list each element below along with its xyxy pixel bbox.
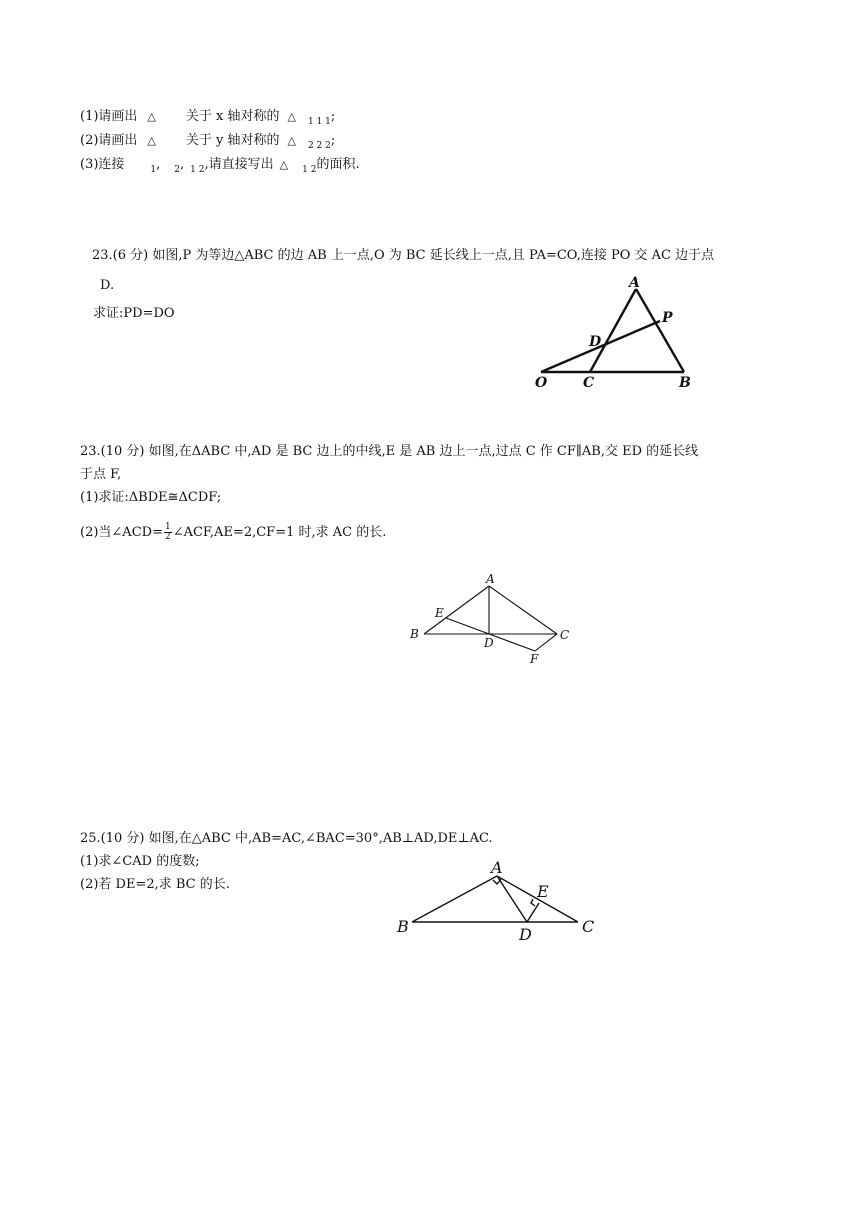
q22-part3-text-b: ,请直接写出 bbox=[204, 157, 274, 172]
q25-part2: (2)若 DE=2,求 BC 的长. bbox=[80, 877, 230, 892]
q23b-text-line2: 于点 F, bbox=[80, 467, 122, 482]
segment-EF bbox=[446, 618, 535, 651]
label-B: B bbox=[679, 375, 691, 391]
segment-AB bbox=[424, 586, 489, 634]
label-A: A bbox=[491, 858, 503, 877]
punct: , bbox=[180, 157, 185, 172]
right-angle-mark-E bbox=[531, 899, 535, 906]
segment-DE bbox=[527, 903, 539, 922]
segment-AC bbox=[489, 586, 557, 634]
subscript: 1 2 bbox=[190, 165, 205, 175]
punct: , bbox=[156, 157, 161, 172]
segment-CF bbox=[535, 634, 557, 651]
punct: ; bbox=[330, 133, 336, 148]
segment-AC bbox=[590, 289, 636, 372]
subscript: 1 bbox=[150, 165, 157, 175]
label-C: C bbox=[582, 917, 595, 936]
segment-AD bbox=[497, 876, 527, 922]
label-E: E bbox=[435, 606, 444, 620]
q22-part2-text-b: 关于 y 轴对称的 bbox=[185, 133, 280, 148]
q23a-proof: 求证:PD=DO bbox=[93, 306, 175, 321]
q22-part1 bbox=[80, 108, 335, 127]
q22-part2-text: (2)请画出 bbox=[80, 133, 138, 148]
label-B: B bbox=[397, 917, 409, 936]
subscript: 1 2 bbox=[302, 165, 317, 175]
segment-AB bbox=[412, 876, 497, 922]
subscript: 2 bbox=[174, 165, 181, 175]
q25-part1: (1)求∠CAD 的度数; bbox=[80, 854, 200, 869]
q23b-part2 bbox=[80, 523, 386, 542]
label-B: B bbox=[410, 627, 419, 641]
punct: ; bbox=[330, 109, 336, 124]
q23a-text-line2: D. bbox=[100, 278, 115, 293]
triangle-symbol: △ bbox=[147, 110, 156, 123]
q23a-text-line1: 23.(6 分) 如图,P 为等边△ABC 的边 AB 上一点,O 为 BC 延长线上一点,且 PA=CO,连接 PO 交 AC 边于点 bbox=[92, 248, 715, 263]
q23b-part2-text-a: (2)当∠ACD= bbox=[80, 525, 163, 540]
label-D: D bbox=[519, 925, 532, 944]
label-A: A bbox=[629, 275, 640, 291]
triangle-symbol: △ bbox=[147, 134, 156, 147]
label-A: A bbox=[486, 572, 495, 586]
q22-part2 bbox=[80, 132, 335, 151]
punct: 的面积. bbox=[316, 157, 360, 172]
fraction-denominator: 2 bbox=[164, 532, 171, 542]
label-F: F bbox=[530, 652, 539, 666]
label-E: E bbox=[537, 882, 549, 901]
label-D: D bbox=[484, 636, 494, 650]
segment-OP bbox=[541, 321, 660, 372]
segment-AC bbox=[497, 876, 578, 922]
q25-text-line1: 25.(10 分) 如图,在△ABC 中,AB=AC,∠BAC=30°,AB⊥AD,DE⊥AC. bbox=[80, 831, 493, 846]
triangle-symbol: △ bbox=[287, 134, 296, 147]
q22-part1-text: (1)请画出 bbox=[80, 109, 138, 124]
subscript: 2 2 2 bbox=[307, 141, 331, 151]
triangle-symbol: △ bbox=[279, 158, 289, 171]
label-P: P bbox=[662, 310, 673, 326]
right-angle-mark-A bbox=[493, 879, 501, 884]
label-O: O bbox=[535, 375, 548, 391]
triangle-symbol: △ bbox=[287, 110, 296, 123]
segment-AB bbox=[636, 289, 684, 372]
subscript: 1 1 1 bbox=[307, 117, 331, 127]
q22-part3 bbox=[80, 156, 360, 175]
q22-part1-text-b: 关于 x 轴对称的 bbox=[185, 109, 280, 124]
q22-part3-text: (3)连接 bbox=[80, 157, 125, 172]
fraction-numerator: 1 bbox=[164, 522, 171, 532]
label-D: D bbox=[589, 334, 602, 350]
q23b-part2-text-b: ∠ACF,AE=2,CF=1 时,求 AC 的长. bbox=[172, 525, 387, 540]
q23b-text-line1: 23.(10 分) 如图,在ΔABC 中,AD 是 BC 边上的中线,E 是 AB 边上一点,过点 C 作 CF∥AB,交 ED 的延长线 bbox=[80, 444, 699, 459]
q23b-part1: (1)求证:ΔBDE≅ΔCDF; bbox=[80, 490, 222, 505]
label-C: C bbox=[560, 628, 570, 642]
fraction bbox=[164, 523, 172, 542]
label-C: C bbox=[583, 375, 595, 391]
